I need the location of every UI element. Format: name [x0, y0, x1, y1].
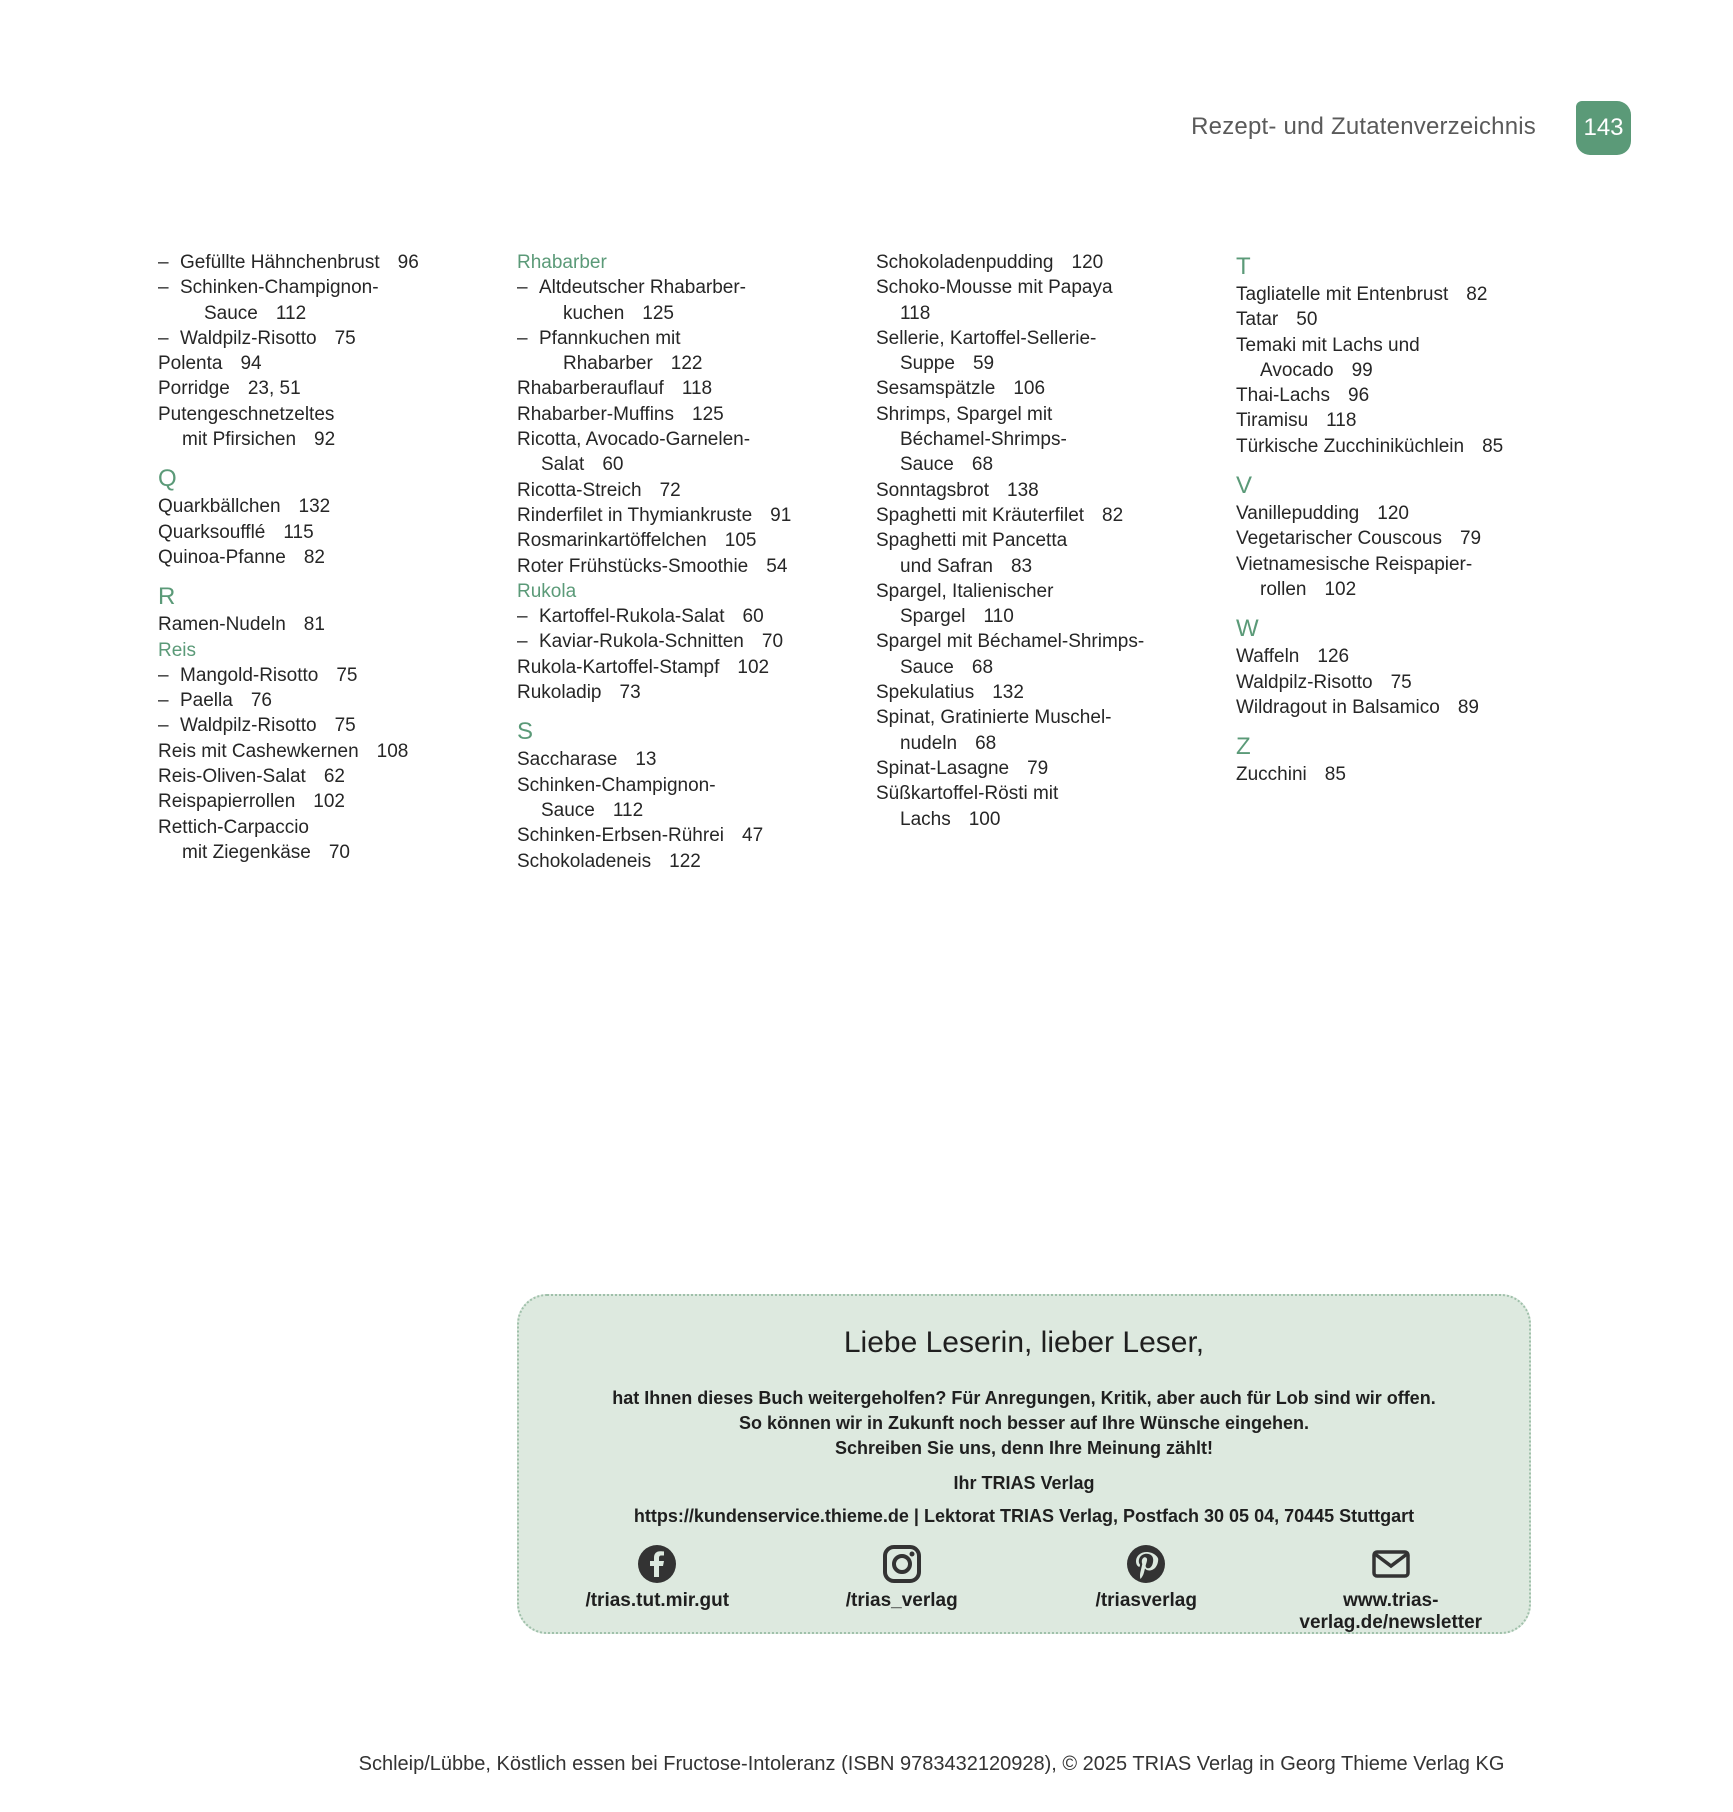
entry-text: Saccharase — [517, 749, 618, 771]
index-letter: Q — [158, 465, 177, 493]
entry-text: Gefüllte Hähnchenbrust — [180, 252, 380, 273]
page-reference: 132 — [992, 682, 1024, 704]
dash-marker: – — [158, 327, 169, 349]
page-reference: 85 — [1324, 764, 1346, 786]
page-reference: 100 — [968, 808, 1001, 830]
index-entry — [517, 376, 837, 401]
entry-text: Rhabarberauflauf — [517, 378, 664, 400]
index-entry — [517, 747, 837, 772]
entry-text: Rosmarinkartöffelchen — [517, 530, 707, 552]
entry-text: Thai-Lachs — [1236, 385, 1330, 407]
page-reference: 70 — [761, 631, 784, 653]
page-reference: 62 — [323, 766, 345, 788]
index-entry — [158, 520, 478, 545]
entry-continuation: Avocado — [1260, 359, 1334, 381]
entry-text: Reispapierrollen — [158, 791, 296, 813]
index-entry — [876, 478, 1196, 503]
index-entry — [517, 604, 837, 629]
entry-text: Waldpilz-Risotto — [1236, 671, 1373, 693]
page-reference: 73 — [619, 682, 641, 704]
index-entry — [517, 655, 837, 680]
entry-text: Schinken-Champignon- — [180, 277, 379, 299]
index-entry — [517, 823, 837, 848]
dash-marker: – — [158, 664, 169, 686]
index-entry — [876, 579, 1196, 630]
index-entry — [876, 503, 1196, 528]
page-reference: 47 — [742, 825, 764, 847]
index-column-3 — [876, 250, 1196, 832]
entry-text: Waffeln — [1236, 646, 1300, 668]
entry-continuation: Sauce — [900, 454, 954, 476]
page-reference: 125 — [642, 302, 674, 324]
page-reference: 60 — [742, 606, 764, 628]
entry-text: Schokoladeneis — [517, 850, 652, 872]
page-reference: 102 — [1324, 578, 1357, 600]
entry-text: Vegetarischer Couscous — [1236, 528, 1442, 550]
entry-continuation: mit Pfirsichen — [182, 429, 297, 451]
entry-text: Waldpilz-Risotto — [180, 715, 317, 737]
page-reference: 79 — [1027, 757, 1049, 779]
index-entry — [876, 680, 1196, 705]
index-column-4 — [1236, 252, 1556, 787]
index-entry — [517, 528, 837, 553]
index-entry — [876, 326, 1196, 377]
feedback-text — [519, 1386, 1529, 1461]
entry-text: Reis mit Cashewkernen — [158, 740, 359, 762]
index-entry — [1236, 307, 1556, 332]
entry-text: Paella — [180, 690, 233, 712]
page-reference: 75 — [1390, 671, 1412, 693]
index-entry — [517, 427, 837, 478]
page-reference: 82 — [1466, 284, 1488, 305]
pinterest-label: /triasverlag — [1095, 1590, 1197, 1611]
page-reference: 50 — [1296, 309, 1318, 331]
entry-text: Quarksoufflé — [158, 521, 266, 543]
index-group-heading: Reis — [158, 639, 197, 661]
entry-text: Altdeutscher Rhabarber- — [539, 277, 746, 299]
index-entry — [1236, 408, 1556, 433]
page-reference: 126 — [1317, 646, 1350, 668]
entry-text: Rhabarber-Muffins — [517, 403, 675, 425]
index-entry — [1236, 434, 1556, 459]
dash-marker: – — [517, 631, 528, 653]
page-reference: 106 — [1013, 378, 1046, 400]
entry-text: Temaki mit Lachs und — [1236, 334, 1420, 356]
index-entry — [1236, 670, 1556, 695]
index-entry — [1236, 762, 1556, 787]
entry-text: Schinken-Champignon- — [517, 774, 716, 796]
page-reference: 92 — [314, 429, 336, 451]
social-links — [519, 1544, 1529, 1634]
instagram-icon — [882, 1544, 922, 1584]
newsletter-link[interactable] — [1271, 1544, 1511, 1634]
page-reference: 94 — [240, 353, 262, 375]
facebook-label: /trias.tut.mir.gut — [585, 1590, 730, 1611]
entry-text: Roter Frühstücks-Smoothie — [517, 555, 749, 577]
page-reference: 120 — [1377, 503, 1409, 525]
entry-continuation: Suppe — [900, 353, 955, 375]
index-letter: T — [1236, 253, 1251, 280]
index-entry — [876, 528, 1196, 579]
entry-text: Süßkartoffel-Rösti mit — [876, 783, 1059, 805]
index-entry — [158, 764, 478, 789]
index-letter: Z — [1236, 733, 1251, 761]
page-reference: 75 — [334, 327, 356, 349]
index-entry — [517, 275, 837, 326]
index-entry — [517, 629, 837, 654]
index-entry — [517, 503, 837, 528]
entry-text: Sonntagsbrot — [876, 479, 990, 501]
index-entry — [517, 849, 837, 874]
page-reference: 76 — [250, 690, 272, 712]
index-entry — [876, 756, 1196, 781]
dash-marker: – — [158, 277, 169, 299]
pinterest-link[interactable] — [1026, 1544, 1266, 1634]
index-entry — [1236, 695, 1556, 720]
index-entry — [158, 376, 478, 401]
index-entry — [158, 612, 478, 637]
entry-text: Rukoladip — [517, 682, 602, 704]
entry-text: Vietnamesische Reispapier- — [1236, 553, 1473, 575]
page-reference: 82 — [303, 546, 325, 568]
page-reference: 75 — [336, 664, 358, 686]
page-reference: 82 — [1102, 504, 1124, 526]
feedback-line: Schreiben Sie uns, denn Ihre Meinung zählt! — [834, 1438, 1214, 1458]
entry-text: Sesamspätzle — [876, 378, 996, 400]
dash-marker: – — [158, 715, 169, 737]
entry-continuation: kuchen — [563, 302, 625, 324]
index-entry — [158, 494, 478, 519]
index-entry — [158, 545, 478, 570]
entry-text: Mangold-Risotto — [180, 664, 319, 686]
entry-text: Spargel, Italienischer — [876, 580, 1054, 602]
index-entry — [158, 663, 478, 688]
entry-text: Kartoffel-Rukola-Salat — [539, 606, 725, 628]
feedback-signature: Ihr TRIAS Verlag — [953, 1473, 1095, 1493]
entry-text: Spaghetti mit Pancetta — [876, 530, 1068, 552]
page-reference: 118 — [681, 378, 713, 400]
entry-text: Rukola-Kartoffel-Stampf — [517, 656, 720, 678]
page-reference: 81 — [303, 614, 325, 636]
entry-text: Türkische Zucchiniküchlein — [1236, 435, 1465, 457]
index-entry — [517, 326, 837, 377]
index-entry — [158, 275, 478, 326]
page-reference: 122 — [669, 850, 701, 872]
index-entry — [517, 773, 837, 824]
newsletter-label: www.trias-verlag.de/newsletter — [1299, 1590, 1483, 1633]
index-entry — [158, 402, 478, 453]
index-group-heading: Rhabarber — [517, 252, 607, 273]
index-letter: S — [517, 718, 534, 746]
footer-citation: Schleip/Lübbe, Köstlich essen bei Fructose-Intoleranz (ISBN 9783432120928), © 2025 TRIAS Verlag in Georg Thieme Verlag KG — [358, 1753, 1505, 1775]
index-entry — [517, 554, 837, 579]
entry-continuation: Béchamel-Shrimps- — [900, 429, 1067, 451]
entry-text: Tiramisu — [1236, 410, 1309, 432]
entry-text: Spargel mit Béchamel-Shrimps- — [876, 631, 1145, 653]
feedback-line: hat Ihnen dieses Buch weitergeholfen? Für Anregungen, Kritik, aber auch für Lob sind wir offen. — [612, 1388, 1436, 1408]
entry-text: Quinoa-Pfanne — [158, 546, 286, 568]
page-reference: 75 — [334, 715, 356, 737]
entry-text: Porridge — [158, 378, 230, 400]
entry-text: Ricotta-Streich — [517, 479, 642, 501]
page-reference: 105 — [724, 530, 757, 552]
entry-text: Wildragout in Balsamico — [1236, 696, 1440, 718]
feedback-address: https://kundenservice.thieme.de | Lektorat TRIAS Verlag, Postfach 30 05 04, 70445 Stuttgart — [633, 1506, 1415, 1526]
entry-text: Reis-Oliven-Salat — [158, 766, 306, 788]
page-reference: 115 — [283, 521, 314, 543]
page-reference: 99 — [1351, 359, 1373, 381]
dash-marker: – — [158, 690, 169, 712]
mail-icon — [1371, 1544, 1411, 1584]
index-entry — [158, 351, 478, 376]
index-entry — [158, 789, 478, 814]
page-reference: 60 — [602, 454, 624, 476]
entry-continuation: Salat — [541, 454, 585, 476]
feedback-line: So können wir in Zukunft noch besser auf Ihre Wünsche eingehen. — [738, 1413, 1310, 1433]
index-entry — [158, 739, 478, 764]
entry-continuation: Lachs — [900, 808, 951, 830]
entry-text: Tatar — [1236, 309, 1279, 331]
entry-text: Sellerie, Kartoffel-Sellerie- — [876, 327, 1097, 349]
page-reference: 108 — [376, 740, 409, 762]
index-column-1 — [158, 250, 478, 865]
page-number-badge: 143 — [1576, 101, 1631, 155]
page-reference: 72 — [659, 479, 681, 501]
index-entry — [876, 275, 1196, 326]
feedback-box — [517, 1294, 1531, 1634]
entry-text: Pfannkuchen mit — [539, 327, 681, 349]
page-reference: 132 — [298, 496, 331, 518]
entry-text: Rinderfilet in Thymiankruste — [517, 504, 753, 526]
entry-text: Waldpilz-Risotto — [180, 327, 317, 349]
entry-continuation: Rhabarber — [563, 353, 653, 375]
index-entry — [1236, 383, 1556, 408]
page-reference: 68 — [971, 454, 994, 476]
entry-text: Schokoladenpudding — [876, 252, 1054, 273]
page-reference: 70 — [328, 841, 350, 863]
entry-text: Schinken-Erbsen-Rührei — [517, 825, 724, 847]
page-reference: 120 — [1071, 252, 1104, 273]
index-entry — [158, 688, 478, 713]
facebook-link[interactable] — [537, 1544, 777, 1634]
entry-text: Putengeschnetzeltes — [158, 403, 335, 425]
page-reference: 125 — [692, 403, 724, 425]
page-reference: 79 — [1459, 528, 1482, 550]
index-entry — [158, 815, 478, 866]
page-reference: 89 — [1457, 696, 1479, 718]
page-reference: 102 — [737, 656, 770, 678]
page-reference: 85 — [1482, 435, 1504, 457]
entry-continuation: und Safran — [900, 555, 993, 577]
page-reference: 118 — [900, 302, 931, 324]
page-reference: 96 — [397, 252, 419, 273]
page-reference: 96 — [1348, 385, 1370, 407]
page-reference: 138 — [1007, 479, 1039, 501]
index-letter: V — [1236, 472, 1253, 500]
entry-continuation: Sauce — [541, 799, 595, 821]
dash-marker: – — [517, 606, 528, 628]
entry-continuation: Sauce — [900, 656, 954, 678]
index-entry — [876, 629, 1196, 680]
entry-text: Polenta — [158, 353, 223, 375]
running-header: Rezept- und Zutatenverzeichnis — [1191, 113, 1536, 140]
page-reference: 118 — [1326, 410, 1357, 432]
pinterest-icon — [1126, 1544, 1166, 1584]
page-reference: 54 — [766, 555, 788, 577]
index-entry — [876, 402, 1196, 478]
index-group-heading: Rukola — [517, 580, 577, 602]
entry-text: Quarkbällchen — [158, 496, 281, 518]
index-entry — [876, 250, 1196, 275]
index-entry — [876, 376, 1196, 401]
facebook-icon — [637, 1544, 677, 1584]
entry-text: Spekulatius — [876, 682, 975, 704]
index-column-2 — [517, 250, 837, 874]
page-reference: 59 — [972, 353, 995, 375]
index-entry — [1236, 333, 1556, 384]
index-entry — [517, 680, 837, 705]
instagram-label: /trias_verlag — [845, 1590, 958, 1611]
index-entry — [1236, 282, 1556, 307]
index-entry — [1236, 501, 1556, 526]
page-reference: 13 — [635, 749, 657, 771]
index-entry — [876, 781, 1196, 832]
page-reference: 91 — [770, 504, 792, 526]
index-entry — [1236, 526, 1556, 551]
index-letter: R — [158, 583, 176, 611]
entry-continuation: Spargel — [900, 606, 966, 628]
entry-text: Zucchini — [1236, 764, 1307, 786]
index-entry — [158, 250, 478, 275]
entry-text: Rettich-Carpaccio — [158, 816, 309, 838]
dash-marker: – — [517, 277, 528, 299]
feedback-title: Liebe Leserin, lieber Leser, — [843, 1326, 1205, 1359]
instagram-link[interactable] — [782, 1544, 1022, 1634]
page-reference: 112 — [612, 799, 644, 821]
entry-continuation: Sauce — [204, 302, 258, 324]
entry-text: Spinat-Lasagne — [876, 757, 1010, 779]
entry-text: Spinat, Gratinierte Muschel- — [876, 707, 1112, 729]
entry-text: Tagliatelle mit Entenbrust — [1236, 284, 1449, 305]
page-reference: 110 — [983, 606, 1014, 628]
page-reference: 68 — [975, 732, 997, 754]
index-entry — [158, 326, 478, 351]
entry-continuation: rollen — [1260, 578, 1307, 600]
page-reference: 68 — [971, 656, 994, 678]
entry-text: Ramen-Nudeln — [158, 614, 286, 636]
index-entry — [1236, 644, 1556, 669]
page-reference: 102 — [313, 791, 345, 813]
index-entry — [876, 705, 1196, 756]
entry-text: Ricotta, Avocado-Garnelen- — [517, 429, 751, 451]
index-letter: W — [1236, 615, 1259, 643]
page-reference: 112 — [275, 302, 307, 324]
entry-continuation: nudeln — [900, 732, 958, 754]
entry-text: Vanillepudding — [1236, 503, 1360, 525]
dash-marker: – — [158, 252, 169, 273]
entry-text: Spaghetti mit Kräuterfilet — [876, 504, 1085, 526]
dash-marker: – — [517, 327, 528, 349]
index-entry — [158, 713, 478, 738]
entry-continuation: mit Ziegenkäse — [182, 841, 311, 863]
index-entry — [517, 402, 837, 427]
index-entry — [517, 478, 837, 503]
page-reference: 122 — [670, 353, 703, 375]
page-reference: 83 — [1010, 555, 1033, 577]
page-reference: 23, 51 — [247, 378, 301, 400]
entry-text: Schoko-Mousse mit Papaya — [876, 277, 1113, 299]
entry-text: Kaviar-Rukola-Schnitten — [539, 631, 744, 653]
entry-text: Shrimps, Spargel mit — [876, 403, 1053, 425]
index-entry — [1236, 552, 1556, 603]
